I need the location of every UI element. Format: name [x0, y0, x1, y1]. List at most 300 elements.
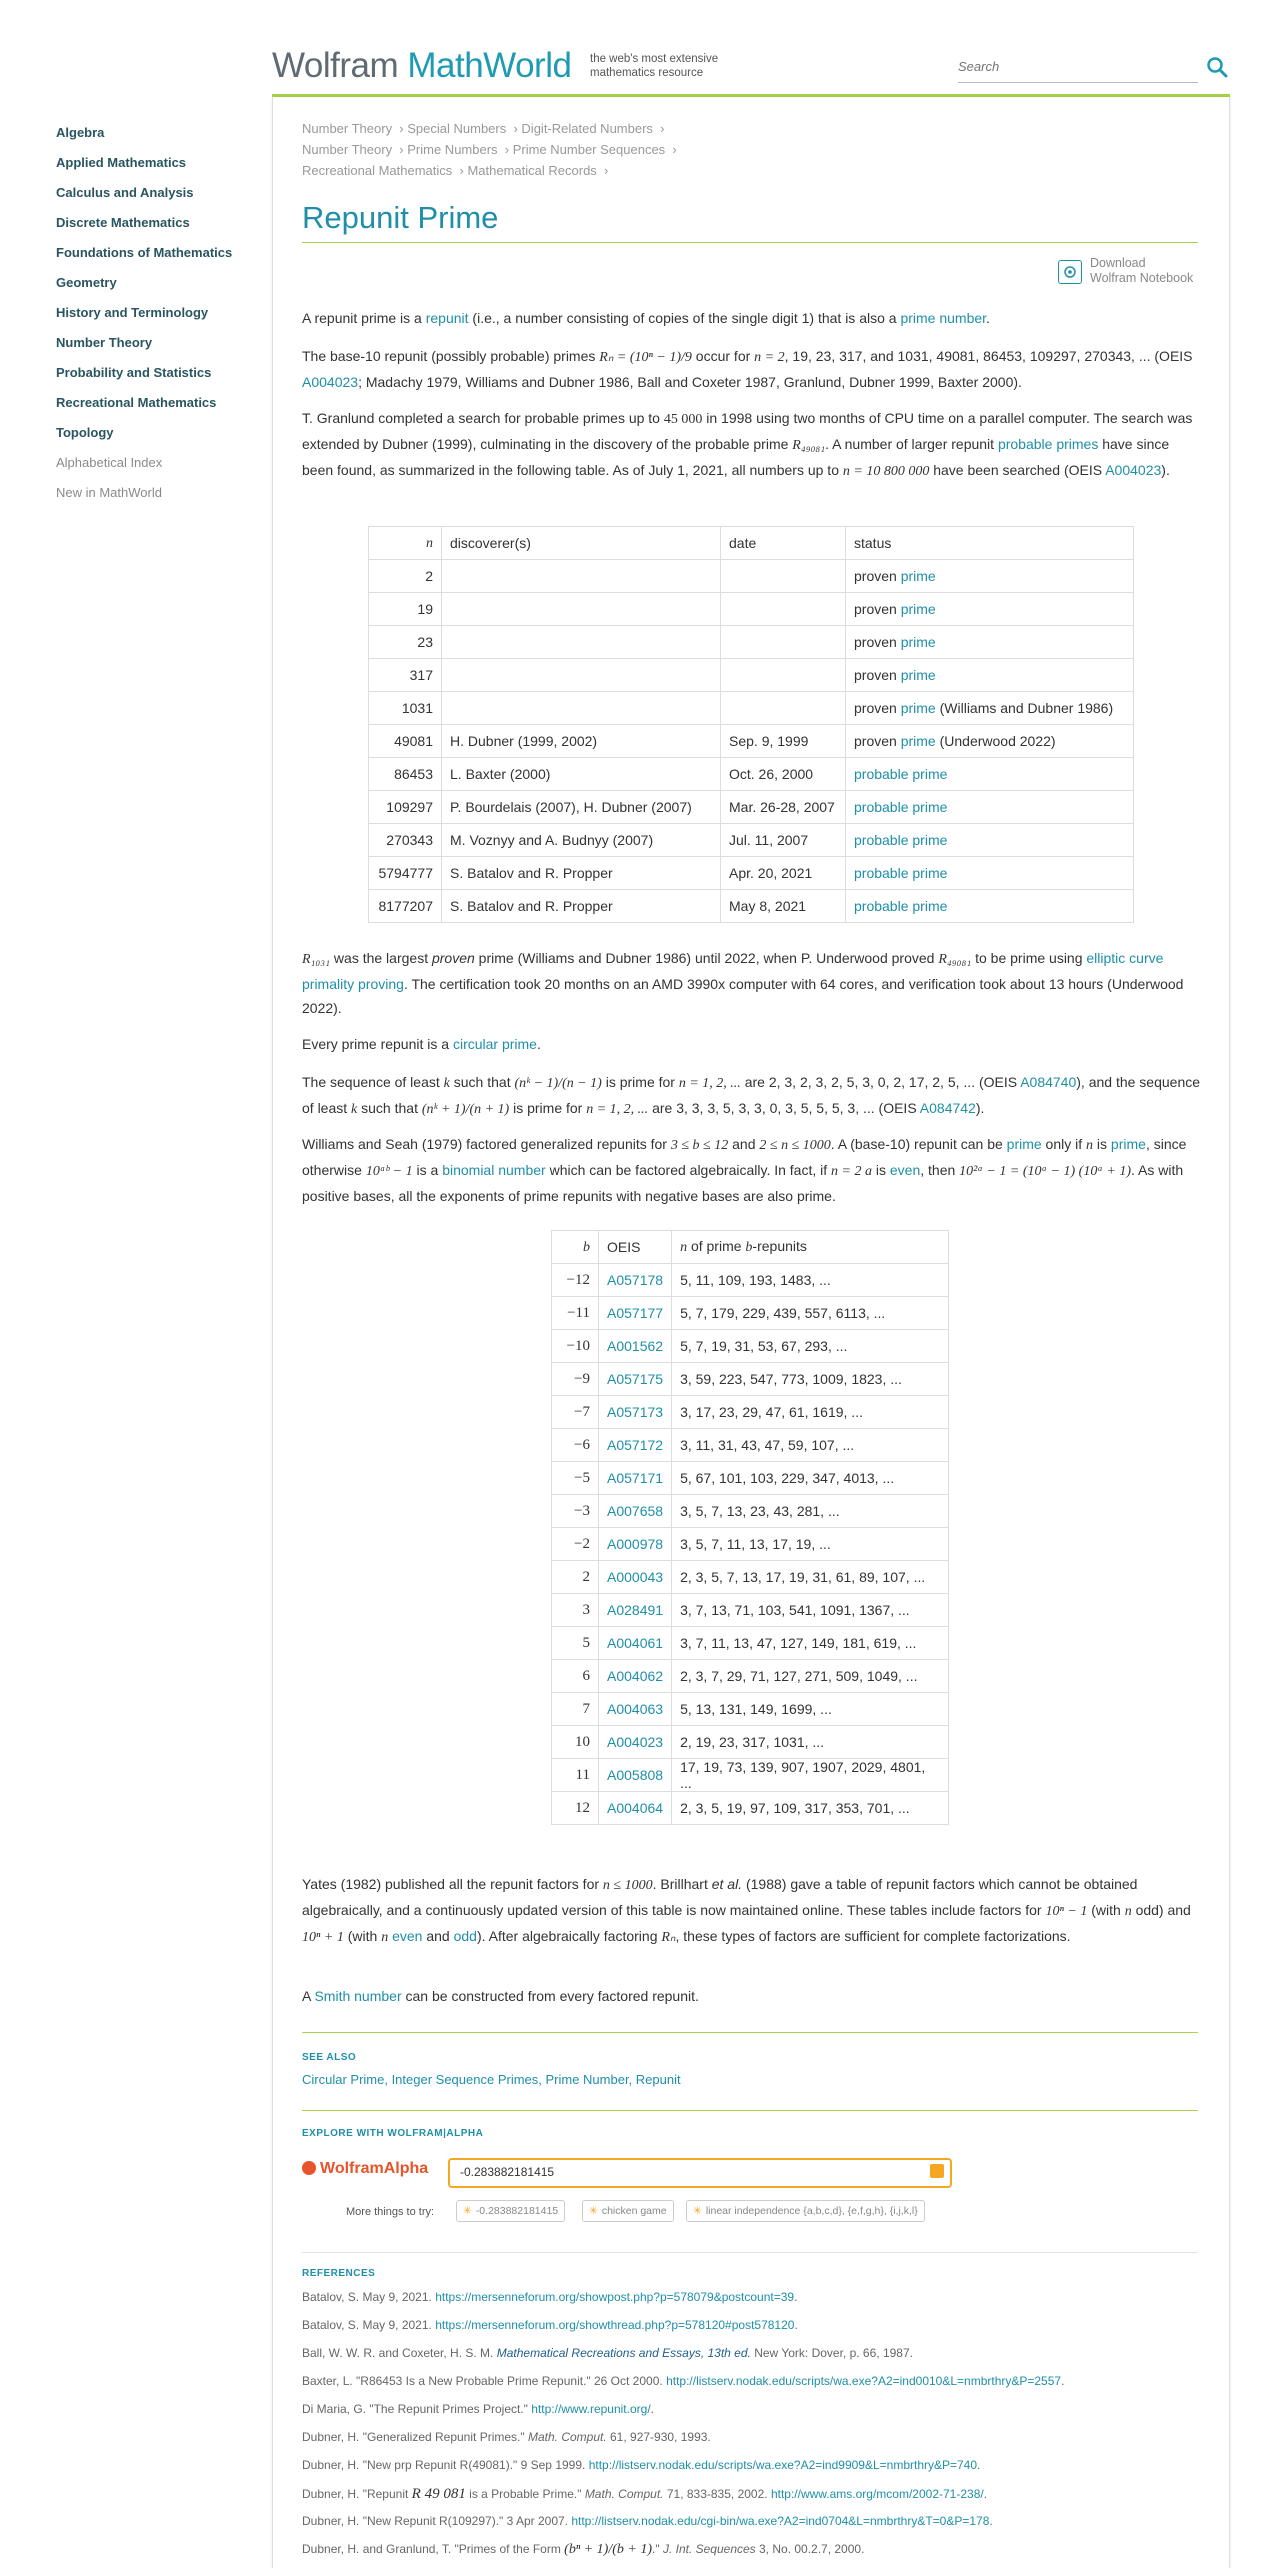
reference-item — [302, 2374, 1202, 2388]
base-value: −6 — [574, 1437, 590, 1453]
header-text: of prime — [687, 1238, 746, 1254]
notebook-label-line1: Download — [1090, 256, 1146, 270]
chip-label: chicken game — [601, 2205, 667, 2217]
download-notebook-button[interactable] — [1058, 256, 1208, 288]
table-row — [369, 857, 1134, 890]
cell-oeis — [599, 1660, 672, 1693]
breadcrumb-link[interactable]: Special Numbers — [407, 121, 507, 136]
base-value: 11 — [575, 1767, 590, 1783]
cell-status — [846, 890, 1134, 923]
status-link[interactable]: prime — [900, 667, 936, 683]
link-oeis[interactable]: A057173 — [607, 1404, 664, 1420]
cell-date: Oct. 26, 2000 — [721, 758, 846, 791]
ref-link[interactable]: http://listserv.nodak.edu/cgi-bin/wa.exe?A2=ind0704&L=nmbrthry&T=0&P=178 — [571, 2514, 990, 2528]
text: ; Madachy 1979, Williams and Dubner 1986, Ball and Coxeter 1987, Granlund, Dubner 1999, Baxter 2000). — [358, 374, 1022, 390]
sidebar-item-history-and-terminology[interactable]: History and Terminology — [56, 305, 209, 320]
ref-text: 71, 833-835, 2002. — [663, 2487, 771, 2501]
text: A — [302, 1988, 315, 2004]
cell-b — [552, 1264, 599, 1297]
title-divider — [302, 242, 1198, 243]
header-text: b — [745, 1240, 753, 1255]
wolframalpha-logo[interactable] — [302, 2160, 428, 2178]
cell-date — [721, 560, 846, 593]
table-row — [552, 1627, 949, 1660]
paragraph-largest-proven — [302, 946, 1202, 1020]
table-row — [552, 1594, 949, 1627]
status-link[interactable]: probable prime — [854, 832, 948, 848]
cell-discoverer: S. Batalov and R. Propper — [442, 890, 721, 923]
table-row — [369, 560, 1134, 593]
table-row — [552, 1759, 949, 1792]
text: can be constructed from every factored repunit. — [401, 1988, 699, 2004]
link-prime[interactable]: prime — [1110, 1136, 1146, 1152]
table-header — [369, 527, 442, 560]
sidebar-item-probability-and-statistics[interactable]: Probability and Statistics — [56, 365, 212, 380]
text: is a — [412, 1162, 443, 1178]
reference-item — [302, 2542, 1202, 2558]
text: and — [728, 1136, 760, 1152]
base-value: 3 — [582, 1602, 590, 1618]
cell-discoverer — [442, 593, 721, 626]
cell-sequence: 2, 19, 23, 317, 1031, ... — [672, 1726, 949, 1759]
cell-n: 5794777 — [369, 857, 442, 890]
cell-status — [846, 725, 1134, 758]
text: Williams and Seah (1979) factored generalized repunits for — [302, 1136, 671, 1152]
cell-oeis — [599, 1594, 672, 1627]
text: , these types of factors are sufficient for complete factorizations. — [675, 1928, 1071, 1944]
cell-discoverer: L. Baxter (2000) — [442, 758, 721, 791]
link-probable-primes[interactable]: probable primes — [997, 436, 1099, 452]
cell-status — [846, 659, 1134, 692]
link-oeis[interactable]: A004023 — [1105, 462, 1162, 478]
generalized-repunit-table — [551, 1230, 949, 1825]
text: odd) and — [1131, 1902, 1191, 1918]
wolframalpha-submit-icon[interactable] — [930, 2164, 944, 2178]
text: . A (base-10) repunit can be — [830, 1136, 1007, 1152]
cell-oeis — [599, 1693, 672, 1726]
table-row — [369, 791, 1134, 824]
cell-sequence: 3, 11, 31, 43, 47, 59, 107, ... — [672, 1429, 949, 1462]
text: ). — [975, 1100, 985, 1116]
status-link[interactable]: probable prime — [854, 898, 948, 914]
cell-b — [552, 1462, 599, 1495]
cell-oeis — [599, 1264, 672, 1297]
cell-oeis — [599, 1330, 672, 1363]
base-value: −10 — [566, 1338, 590, 1354]
ref-math: R 49 081 — [411, 2486, 466, 2502]
text: The sequence of least — [302, 1074, 444, 1090]
ref-text: Baxter, L. "R86453 Is a New Probable Prime Repunit." 26 Oct 2000. — [302, 2374, 667, 2388]
ref-text: . — [650, 2402, 654, 2416]
sidebar-item-new-in-mathworld[interactable]: New in MathWorld — [56, 485, 162, 500]
wolframalpha-logo-text: WolframAlpha — [320, 2160, 429, 2177]
table-row — [369, 890, 1134, 923]
link-binomial-number[interactable]: binomial number — [442, 1162, 546, 1178]
ref-text: Dubner, H. "New prp Repunit R(49081)." 9 Sep 1999. — [302, 2458, 589, 2472]
table-row — [369, 824, 1134, 857]
link-oeis[interactable]: A001562 — [607, 1338, 664, 1354]
text: only if — [1041, 1136, 1087, 1152]
ref-text: is a Probable Prime." — [465, 2487, 585, 2501]
status-link[interactable]: prime — [900, 601, 936, 617]
link-oeis[interactable]: A084742 — [919, 1100, 976, 1116]
sidebar-item-algebra[interactable]: Algebra — [56, 125, 105, 140]
ref-text: Dubner, H. "Generalized Repunit Primes." — [302, 2430, 528, 2444]
site-tagline — [590, 52, 718, 80]
link-oeis[interactable]: A028491 — [607, 1602, 664, 1618]
table-body — [552, 1264, 949, 1825]
ref-text: ." — [652, 2542, 663, 2556]
cell-sequence: 5, 7, 19, 31, 53, 67, 293, ... — [672, 1330, 949, 1363]
cell-b — [552, 1726, 599, 1759]
math-formula: 10ⁿ − 1 — [1045, 1904, 1088, 1919]
link-repunit[interactable]: repunit — [425, 310, 469, 326]
breadcrumb-link[interactable]: Recreational Mathematics — [302, 163, 453, 178]
cell-b — [552, 1693, 599, 1726]
paragraph-generalized — [302, 1132, 1202, 1208]
cell-oeis — [599, 1792, 672, 1825]
link-circular-prime[interactable]: circular prime — [452, 1036, 537, 1052]
search-icon[interactable] — [1204, 54, 1230, 80]
link-oeis[interactable]: A084740 — [1020, 1074, 1077, 1090]
reference-item — [302, 2486, 1202, 2503]
link-oeis[interactable]: A004023 — [302, 374, 359, 390]
cell-n: 49081 — [369, 725, 442, 758]
cell-status — [846, 857, 1134, 890]
cell-discoverer — [442, 692, 721, 725]
suggestion-chip[interactable] — [582, 2200, 674, 2222]
table-row — [552, 1330, 949, 1363]
text: which can be factored algebraically. In fact, if — [545, 1162, 832, 1178]
logo-text-wolfram: Wolfram — [272, 46, 408, 85]
cell-discoverer: S. Batalov and R. Propper — [442, 857, 721, 890]
sidebar-item-applied-mathematics[interactable]: Applied Mathematics — [56, 155, 187, 170]
cell-sequence: 17, 19, 73, 139, 907, 1907, 2029, 4801, ... — [672, 1759, 949, 1792]
cell-date — [721, 659, 846, 692]
reference-item — [302, 2346, 1202, 2360]
sidebar-item-calculus-and-analysis[interactable]: Calculus and Analysis — [56, 185, 194, 200]
link-oeis[interactable]: A057171 — [607, 1470, 664, 1486]
reference-item — [302, 2430, 1202, 2444]
table-row — [369, 593, 1134, 626]
search-box — [958, 58, 1198, 83]
text: have since been found, as summarized in the following table. As of July 1, 2021, all numbers up to — [302, 436, 1170, 478]
paragraph-base10 — [302, 344, 1202, 394]
cell-b — [552, 1495, 599, 1528]
link-oeis[interactable]: A057177 — [607, 1305, 664, 1321]
table-row — [552, 1561, 949, 1594]
link-smith-number[interactable]: Smith number — [314, 1988, 402, 2004]
link-oeis[interactable]: A000978 — [607, 1536, 664, 1552]
ref-text: . — [977, 2458, 981, 2472]
math-formula: R₄₉₀₈₁ — [792, 438, 826, 453]
text: , then — [920, 1162, 956, 1178]
base-value: −12 — [566, 1272, 590, 1288]
status-link[interactable]: probable prime — [854, 766, 948, 782]
base-value: 7 — [582, 1701, 590, 1717]
chip-star-icon: ✳ — [589, 2205, 598, 2217]
status-link[interactable]: probable prime — [854, 865, 948, 881]
cell-n: 19 — [369, 593, 442, 626]
base-value: 10 — [575, 1734, 590, 1750]
table-header — [552, 1231, 599, 1264]
ref-link[interactable]: http://www.ams.org/mcom/2002-71-238/ — [770, 2487, 984, 2501]
link-oeis[interactable]: A057175 — [607, 1371, 664, 1387]
cell-discoverer: H. Dubner (1999, 2002) — [442, 725, 721, 758]
section-divider — [302, 2110, 1198, 2111]
cell-b — [552, 1627, 599, 1660]
math-var: n — [381, 1930, 389, 1945]
logo-text-mathworld: MathWorld — [407, 46, 572, 85]
suggestion-chip[interactable] — [686, 2200, 925, 2222]
ref-link[interactable]: https://mersenneforum.org/showthread.php?p=578120#post578120 — [435, 2318, 795, 2332]
cell-n: 270343 — [369, 824, 442, 857]
ref-text: Dubner, H. "New Repunit R(109297)." 3 Apr 2007. — [302, 2514, 572, 2528]
cell-date: Jul. 11, 2007 — [721, 824, 846, 857]
cell-b — [552, 1759, 599, 1792]
table-header — [672, 1231, 949, 1264]
ref-italic: Math. Comput. — [584, 2487, 664, 2501]
table-row — [552, 1495, 949, 1528]
cell-date — [721, 692, 846, 725]
link-oeis[interactable]: A005808 — [607, 1767, 664, 1783]
status-link[interactable]: prime — [900, 733, 936, 749]
cell-discoverer: M. Voznyy and A. Budnyy (2007) — [442, 824, 721, 857]
status-text: proven — [854, 700, 901, 716]
sidebar-item-number-theory[interactable]: Number Theory — [56, 335, 153, 350]
status-text: proven — [854, 634, 901, 650]
math-formula: 10ⁿ + 1 — [302, 1930, 344, 1945]
status-text: proven — [854, 733, 901, 749]
link-oeis[interactable]: A004063 — [607, 1701, 664, 1717]
base-value: −9 — [574, 1371, 590, 1387]
cell-b — [552, 1297, 599, 1330]
status-link[interactable]: probable prime — [854, 799, 948, 815]
table-header: OEIS — [599, 1231, 672, 1264]
table-row — [552, 1396, 949, 1429]
header-n: n — [426, 536, 433, 551]
text: ). After algebraically factoring — [476, 1928, 662, 1944]
breadcrumb-link[interactable]: Prime Number Sequences — [512, 142, 666, 157]
text: prime (Williams and Dubner 1986) until 2022, when P. Underwood proved — [474, 950, 939, 966]
cell-b — [552, 1660, 599, 1693]
breadcrumb-link[interactable]: Digit-Related Numbers — [521, 121, 653, 136]
link-ecpp[interactable]: elliptic curve primality proving — [302, 950, 1164, 992]
link-oeis[interactable]: A007658 — [607, 1503, 664, 1519]
breadcrumb-link[interactable]: Number Theory — [302, 142, 393, 157]
text: such that — [449, 1074, 515, 1090]
status-text: (Underwood 2022) — [935, 733, 1056, 749]
link-even[interactable]: even — [392, 1928, 423, 1944]
math-var: n — [1086, 1138, 1094, 1153]
status-link[interactable]: prime — [900, 568, 936, 584]
ref-text: 61, 927-930, 1993. — [606, 2430, 711, 2444]
ref-link[interactable]: http://listserv.nodak.edu/scripts/wa.exe?A2=ind9909&L=nmbrthry&P=740 — [588, 2458, 978, 2472]
breadcrumb-line: Recreational Mathematics › Mathematical Records › — [302, 163, 609, 178]
table-body — [369, 560, 1134, 923]
table-row — [552, 1726, 949, 1759]
math-var: k — [443, 1076, 450, 1091]
breadcrumb-link[interactable]: Prime Numbers — [407, 142, 498, 157]
ref-text: . — [794, 2318, 798, 2332]
cell-date: Mar. 26-28, 2007 — [721, 791, 846, 824]
math-formula: n = 1, 2, ... — [678, 1076, 741, 1091]
ref-italic: Mathematical Recreations and Essays, 13th ed. — [496, 2346, 751, 2360]
cell-date: Sep. 9, 1999 — [721, 725, 846, 758]
notebook-label — [1090, 256, 1193, 286]
cell-oeis — [599, 1726, 672, 1759]
ref-link[interactable]: http://listserv.nodak.edu/scripts/wa.exe?A2=ind0010&L=nmbrthry&P=2557 — [666, 2374, 1062, 2388]
see-also-links[interactable]: Circular Prime, Integer Sequence Primes, Prime Number, Repunit — [302, 2072, 681, 2087]
text: Yates (1982) published all the repunit factors for — [302, 1876, 603, 1892]
text: are 3, 3, 3, 5, 3, 3, 0, 3, 5, 5, 5, 3, ... (OEIS — [648, 1100, 920, 1116]
cell-oeis — [599, 1627, 672, 1660]
paragraph-least-k — [302, 1070, 1202, 1122]
math-number: 45 000 — [663, 412, 703, 427]
math-var: n — [1124, 1904, 1132, 1919]
cell-b — [552, 1594, 599, 1627]
text: . A number of larger repunit — [825, 436, 998, 452]
repunit-table — [368, 526, 1134, 923]
table-row — [369, 659, 1134, 692]
notebook-icon — [1058, 260, 1082, 284]
text-italic: proven — [431, 950, 475, 966]
cell-sequence: 3, 17, 23, 29, 47, 61, 1619, ... — [672, 1396, 949, 1429]
link-oeis[interactable]: A004023 — [607, 1734, 664, 1750]
text: was the largest — [330, 950, 432, 966]
breadcrumb-link[interactable]: Number Theory — [302, 121, 393, 136]
sidebar-item-recreational-mathematics[interactable]: Recreational Mathematics — [56, 395, 217, 410]
tagline-line1: the web's most extensive — [590, 53, 719, 65]
table-header: status — [846, 527, 1134, 560]
search-input[interactable] — [958, 59, 1178, 74]
base-value: −3 — [574, 1503, 590, 1519]
breadcrumb-line: Number Theory › Prime Numbers › Prime Number Sequences › — [302, 142, 677, 157]
cell-discoverer — [442, 560, 721, 593]
table-row — [369, 626, 1134, 659]
table-row — [369, 725, 1134, 758]
cell-status — [846, 758, 1134, 791]
sidebar-item-geometry[interactable]: Geometry — [56, 275, 117, 290]
cell-date — [721, 626, 846, 659]
text: in 1998 using two months of CPU time on a parallel computer. The search was extended by Dubner (1999), culminating in the discovery of the probable prime — [302, 410, 1193, 452]
header-text: -repunits — [752, 1238, 807, 1254]
cell-sequence: 2, 3, 5, 19, 97, 109, 317, 353, 701, ... — [672, 1792, 949, 1825]
base-value: −11 — [567, 1305, 590, 1321]
cell-status — [846, 824, 1134, 857]
link-oeis[interactable]: A057172 — [607, 1437, 664, 1453]
sidebar-item-discrete-mathematics[interactable]: Discrete Mathematics — [56, 215, 190, 230]
status-link[interactable]: prime — [900, 700, 936, 716]
sidebar-item-topology[interactable]: Topology — [56, 425, 114, 440]
cell-n: 86453 — [369, 758, 442, 791]
cell-sequence: 5, 67, 101, 103, 229, 347, 4013, ... — [672, 1462, 949, 1495]
site-logo[interactable] — [272, 46, 571, 86]
cell-sequence: 3, 5, 7, 13, 23, 43, 281, ... — [672, 1495, 949, 1528]
status-link[interactable]: prime — [900, 634, 936, 650]
link-oeis[interactable]: A000043 — [607, 1569, 664, 1585]
link-odd[interactable]: odd — [453, 1928, 477, 1944]
cell-date: Apr. 20, 2021 — [721, 857, 846, 890]
breadcrumb-link[interactable]: Mathematical Records — [467, 163, 597, 178]
table-row — [552, 1462, 949, 1495]
notebook-label-line2: Wolfram Notebook — [1090, 271, 1194, 285]
text: , 19, 23, 317, and 1031, 49081, 86453, 109297, 270343, ... (OEIS — [784, 348, 1193, 364]
reference-item — [302, 2514, 1202, 2528]
table-row — [552, 1297, 949, 1330]
wolframalpha-input[interactable] — [448, 2158, 952, 2188]
suggestion-chip[interactable] — [456, 2200, 565, 2222]
base-value: 12 — [575, 1800, 590, 1816]
text: T. Granlund completed a search for probable primes up to — [302, 410, 664, 426]
ref-text: . — [794, 2290, 798, 2304]
ref-text: New York: Dover, p. 66, 1987. — [750, 2346, 913, 2360]
link-oeis[interactable]: A057178 — [607, 1272, 664, 1288]
text: . The certification took 20 months on an AMD 3990x computer with 64 cores, and verification took about 13 hours (Underwood 2022). — [302, 976, 1184, 1016]
ref-text: Batalov, S. May 9, 2021. — [302, 2318, 436, 2332]
text: have been searched (OEIS — [929, 462, 1106, 478]
chip-label: -0.283882181415 — [475, 2205, 559, 2217]
math-formula: Rₙ = (10ⁿ − 1)/9 — [599, 350, 692, 365]
cell-n: 8177207 — [369, 890, 442, 923]
breadcrumb-line: Number Theory › Special Numbers › Digit-Related Numbers › — [302, 121, 665, 136]
cell-sequence: 5, 13, 131, 149, 1699, ... — [672, 1693, 949, 1726]
sidebar-item-foundations-of-mathematics[interactable]: Foundations of Mathematics — [56, 245, 233, 260]
link-oeis[interactable]: A004062 — [607, 1668, 664, 1684]
cell-discoverer — [442, 659, 721, 692]
ref-text: Ball, W. W. R. and Coxeter, H. S. M. — [302, 2346, 497, 2360]
reference-item — [302, 2402, 1202, 2416]
status-text: proven — [854, 568, 901, 584]
status-text: (Williams and Dubner 1986) — [935, 700, 1114, 716]
math-var: k — [351, 1102, 358, 1117]
table-header-row — [369, 527, 1134, 560]
text: is — [871, 1162, 890, 1178]
cell-oeis — [599, 1429, 672, 1462]
text: . — [536, 1036, 541, 1052]
ref-link[interactable]: https://mersenneforum.org/showpost.php?p=578079&postcount=39 — [435, 2290, 795, 2304]
math-formula: 10²ᵃ − 1 = (10ᵃ − 1) (10ᵃ + 1) — [959, 1164, 1132, 1179]
wolframalpha-input-value: -0.283882181415 — [460, 2165, 555, 2179]
ref-link[interactable]: http://www.repunit.org/ — [531, 2402, 651, 2416]
paragraph-factors — [302, 1872, 1202, 1950]
cell-sequence: 2, 3, 5, 7, 13, 17, 19, 31, 61, 89, 107, ... — [672, 1561, 949, 1594]
link-oeis[interactable]: A004064 — [607, 1800, 664, 1816]
cell-sequence: 2, 3, 7, 29, 71, 127, 271, 509, 1049, ... — [672, 1660, 949, 1693]
cell-sequence: 3, 59, 223, 547, 773, 1009, 1823, ... — [672, 1363, 949, 1396]
text: , since otherwise — [302, 1136, 1187, 1178]
text: is prime for — [509, 1100, 587, 1116]
math-formula: Rₙ — [661, 1930, 676, 1945]
chip-label: linear independence {a,b,c,d}, {e,f,g,h}, {i,j,k,l} — [705, 2205, 918, 2217]
ref-math: (bⁿ + 1)/(b + 1) — [564, 2542, 652, 2557]
base-value: −5 — [574, 1470, 590, 1486]
link-prime[interactable]: prime — [1006, 1136, 1042, 1152]
text: A repunit prime is a — [302, 310, 426, 326]
sidebar-item-alphabetical-index[interactable]: Alphabetical Index — [56, 455, 163, 470]
status-text: proven — [854, 601, 901, 617]
link-even[interactable]: even — [889, 1162, 921, 1178]
cell-sequence: 3, 5, 7, 11, 13, 17, 19, ... — [672, 1528, 949, 1561]
math-formula: R₁₀₃₁ — [302, 952, 331, 967]
link-oeis[interactable]: A004061 — [607, 1635, 664, 1651]
more-things-label: More things to try: — [346, 2206, 435, 2218]
math-formula: n = 1, 2, ... — [586, 1102, 649, 1117]
text: Every prime repunit is a — [302, 1036, 453, 1052]
math-formula: n ≤ 1000 — [602, 1878, 653, 1893]
base-value: −2 — [574, 1536, 590, 1552]
link-prime-number[interactable]: prime number — [900, 310, 987, 326]
